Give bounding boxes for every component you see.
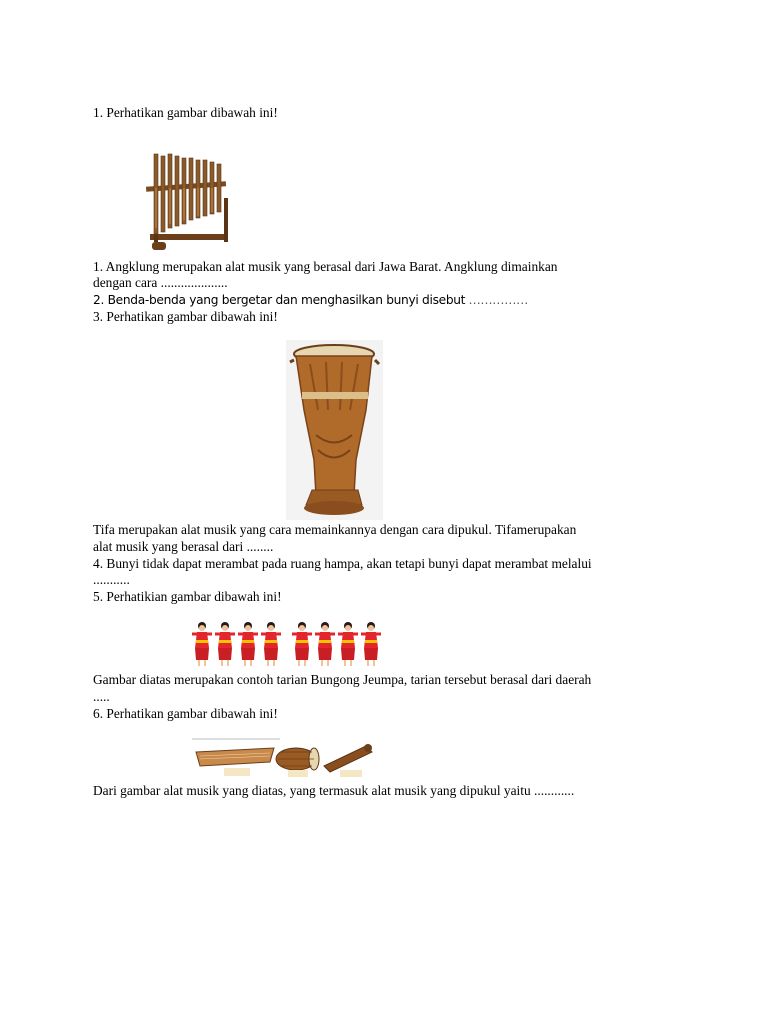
tifa-text: Tifa merupakan alat musik yang cara memainkannya dengan cara dipukul. Tifamerupakan — [93, 522, 577, 537]
question-5-text-cont: ..... — [93, 689, 110, 704]
question-2-blank: …………… — [468, 293, 528, 307]
dancers-image — [190, 620, 386, 668]
question-6-text: Dari gambar alat musik yang diatas, yang termasuk alat musik yang dipukul yaitu ............ — [93, 783, 575, 798]
question-1-intro: 1. Perhatikan gambar dibawah ini! — [93, 105, 278, 120]
question-3-intro: 3. Perhatikan gambar dibawah ini! — [93, 309, 278, 324]
question-4-text-cont: ........... — [93, 572, 130, 587]
question-1-text-cont: dengan cara .................... — [93, 275, 228, 290]
tifa-drum-image — [286, 340, 383, 520]
tifa-text-cont: alat musik yang berasal dari ........ — [93, 539, 274, 554]
question-1-text: 1. Angklung merupakan alat musik yang berasal dari Jawa Barat. Angklung dimainkan — [93, 259, 558, 274]
question-5-intro: 5. Perhatikian gambar dibawah ini! — [93, 589, 282, 604]
question-2-line — [93, 292, 683, 308]
question-4-text: 4. Bunyi tidak dapat merambat pada ruang hampa, akan tetapi bunyi dapat merambat melalui — [93, 556, 592, 571]
question-6-intro: 6. Perhatikan gambar dibawah ini! — [93, 706, 278, 721]
question-5-text: Gambar diatas merupakan contoh tarian Bungong Jeumpa, tarian tersebut berasal dari daerah — [93, 672, 592, 687]
angklung-image — [140, 148, 232, 252]
question-2-text: 2. Benda-benda yang bergetar dan menghasilkan bunyi disebut — [93, 293, 466, 307]
instruments-image — [190, 736, 380, 780]
